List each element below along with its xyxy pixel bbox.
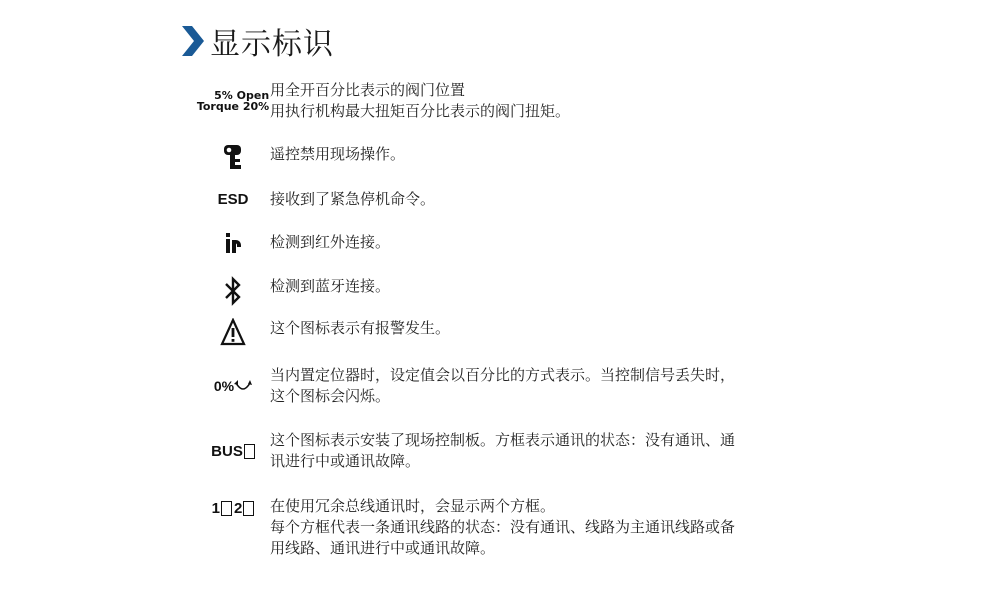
list-item bbox=[196, 496, 816, 559]
positioner-icon: 0% bbox=[196, 365, 270, 407]
status-box bbox=[244, 444, 255, 459]
list-item bbox=[196, 365, 816, 407]
warning-icon bbox=[196, 318, 270, 346]
item-description: 当内置定位器时，设定值会以百分比的方式表示。当控制信号丢失时， 这个图标会闪烁。 bbox=[270, 366, 736, 405]
list-item bbox=[196, 318, 816, 346]
list-item bbox=[196, 232, 816, 254]
redundant-bus-icon: 1 2 bbox=[196, 496, 270, 559]
page-title: 显示标识 bbox=[210, 27, 334, 62]
status-box bbox=[221, 501, 232, 516]
list-item bbox=[196, 430, 816, 472]
item-description: 在使用冗余总线通讯时，会显示两个方框。 每个方框代表一条通讯线路的状态：没有通讯、线路为主通讯线路或备 用线路、通讯进行中或通讯故障。 bbox=[270, 497, 736, 557]
section-header bbox=[180, 18, 334, 64]
item-description: 遥控禁用现场操作。 bbox=[270, 145, 406, 163]
item-description: 用全开百分比表示的阀门位置 用执行机构最大扭矩百分比表示的阀门扭矩。 bbox=[270, 81, 571, 120]
bus-icon: BUS bbox=[196, 430, 270, 472]
item-description: 检测到红外连接。 bbox=[270, 233, 391, 251]
list-item bbox=[196, 189, 816, 210]
item-description: 接收到了紧急停机命令。 bbox=[270, 190, 436, 208]
item-description: 检测到蓝牙连接。 bbox=[270, 277, 391, 295]
esd-icon: ESD bbox=[217, 191, 249, 208]
list-item bbox=[196, 80, 816, 122]
item-description: 这个图标表示安装了现场控制板。方框表示通讯的状态：没有通讯、通 讯进行中或通讯故障。 bbox=[270, 431, 736, 470]
item-description: 这个图标表示有报警发生。 bbox=[270, 319, 451, 337]
bluetooth-icon bbox=[196, 276, 270, 306]
icon-label-torque: Torque 20% bbox=[196, 100, 270, 113]
infrared-icon bbox=[196, 232, 270, 254]
percent-torque-icon bbox=[196, 80, 270, 122]
key-icon bbox=[196, 144, 270, 170]
status-box bbox=[243, 501, 254, 516]
rotate-arrow-icon bbox=[234, 379, 252, 393]
list-item bbox=[196, 144, 816, 170]
chevron-right-icon bbox=[180, 26, 206, 56]
list-item bbox=[196, 276, 816, 306]
icon-label-open: 5% Open bbox=[214, 89, 270, 102]
